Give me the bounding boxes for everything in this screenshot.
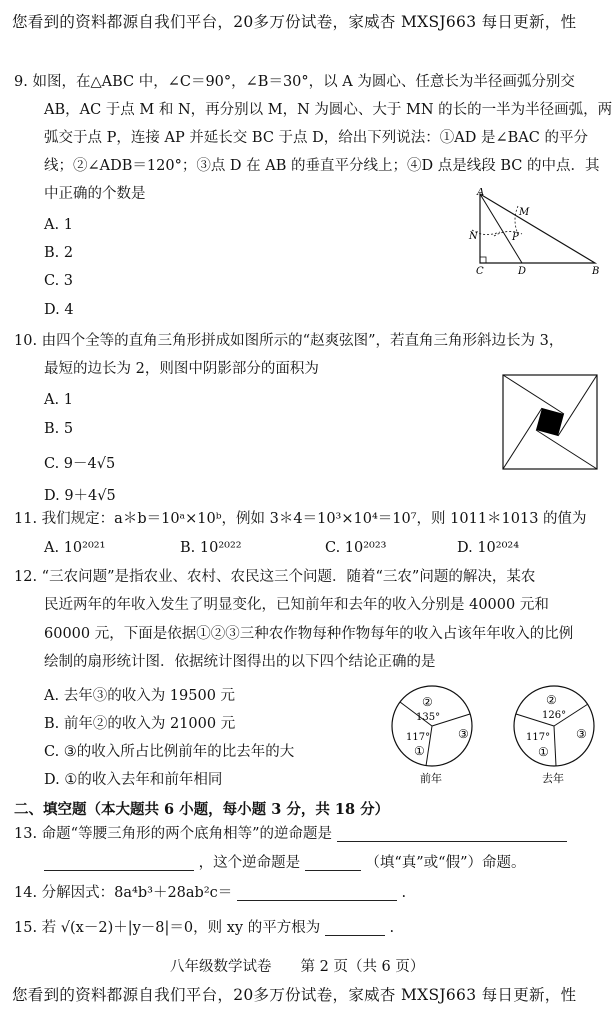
pie-chart-previous-year <box>386 680 486 784</box>
q9-line: 弧交于点 P，连接 AP 并延长交 BC 于点 D，给出下列说法：①AD 是∠BAC 的平分 <box>44 130 588 146</box>
q15-period: . <box>389 920 395 936</box>
section-2-header: 二、填空题（本大题共 6 小题，每小题 3 分，共 18 分） <box>14 801 390 818</box>
q14-period: . <box>401 885 407 901</box>
q12-option-d: D. ①的收入去年和前年相同 <box>44 772 223 788</box>
q14-blank <box>237 899 397 901</box>
top-banner: 您看到的资料都源自我们平台，20多万份试卷，家威杏 MXSJ663 每日更新，性 <box>12 13 577 31</box>
q10-option-d: D. 9＋4√5 <box>44 488 116 504</box>
q13-stem: 13. 命题“等腰三角形的两个底角相等”的逆命题是 <box>14 826 332 842</box>
page-footer: 八年级数学试卷 第 2 页（共 6 页） <box>170 959 425 975</box>
label-d: D <box>518 266 527 277</box>
q9-option-a: A. 1 <box>44 217 73 233</box>
q12-option-a: A. 去年③的收入为 19500 元 <box>44 688 236 704</box>
question-15 <box>14 921 394 936</box>
q10-option-c: C. 9－4√5 <box>44 456 116 472</box>
q15-blank <box>325 934 385 936</box>
q11-option-b: B. 10²⁰²² <box>180 540 242 556</box>
q13-mid: ，这个逆命题是 <box>198 855 301 871</box>
label-c: C <box>476 266 484 277</box>
pie-right-seg1: ① <box>538 745 549 759</box>
q12-line: 12. “三农问题”是指农业、农村、农民这三个问题．随着“三农”问题的解决，某农 <box>14 569 536 585</box>
bottom-banner: 您看到的资料都源自我们平台，20多万份试卷，家威杏 MXSJ663 每日更新，性 <box>12 986 577 1004</box>
pie-left-seg2: ② <box>422 695 433 709</box>
q14-stem: 14. 分解因式：8a⁴b³＋28ab²c＝ <box>14 885 233 901</box>
pie-right-seg3: ③ <box>576 727 587 741</box>
q11-option-d: D. 10²⁰²⁴ <box>457 540 520 556</box>
q9-option-b: B. 2 <box>44 245 74 261</box>
q13-blank-1 <box>337 840 567 842</box>
q11-option-c: C. 10²⁰²³ <box>325 540 387 556</box>
label-m: M <box>519 207 530 218</box>
q12-option-b: B. 前年②的收入为 21000 元 <box>44 716 236 732</box>
q9-option-c: C. 3 <box>44 273 74 289</box>
q9-line: 线；②∠ADB＝120°；③点 D 在 AB 的垂直平分线上；④D 点是线段 BC 的中点．其 <box>44 158 600 174</box>
q10-line: 10. 由四个全等的直角三角形拼成如图所示的“赵爽弦图”，若直角三角形斜边长为 3， <box>14 333 564 349</box>
pie-left-seg1: ① <box>414 744 425 758</box>
q13-line1 <box>14 827 567 842</box>
triangle-figure <box>460 188 605 278</box>
shaded-square <box>536 408 564 436</box>
q12-line: 60000 元，下面是依据①②③三种农作物每种作物每年的收入占该年年收入的比例 <box>44 626 574 642</box>
question-14 <box>14 886 406 901</box>
pie-left-angle1: 117° <box>406 732 431 743</box>
label-a: A <box>477 188 485 198</box>
pie-right-angle1: 117° <box>526 732 551 743</box>
label-p: P <box>512 232 519 243</box>
q9-line: 中正确的个数是 <box>44 186 146 202</box>
q12-option-c: C. ③的收入所占比例前年的比去年的大 <box>44 744 295 760</box>
q10-option-a: A. 1 <box>44 392 73 408</box>
q9-option-d: D. 4 <box>44 302 74 318</box>
pie-chart-last-year <box>508 680 608 784</box>
pie-right-seg2: ② <box>546 693 557 707</box>
q9-line: AB，AC 于点 M 和 N，再分别以 M，N 为圆心、大于 MN 的长的一半为半径画弧，两 <box>44 102 613 118</box>
pie-right-label: 去年 <box>542 772 564 784</box>
q11-option-a: A. 10²⁰²¹ <box>44 540 106 556</box>
q10-option-b: B. 5 <box>44 421 74 437</box>
q11-line: 11. 我们规定：a＊b＝10ᵃ×10ᵇ，例如 3＊4＝10³×10⁴＝10⁷，则 1011＊1013 的值为 <box>14 511 587 527</box>
q15-stem: 15. 若 √(x－2)＋|y－8|＝0，则 xy 的平方根为 <box>14 920 321 936</box>
q13-end: （填“真”或“假”）命题。 <box>365 855 526 871</box>
q13-blank-2 <box>44 869 194 871</box>
pie-left-angle2: 135° <box>416 712 441 723</box>
pie-right-angle2: 126° <box>542 710 567 721</box>
q13-blank-3 <box>305 869 361 871</box>
q12-line: 民近两年的年收入发生了明显变化，已知前年和去年的收入分别是 40000 元和 <box>44 597 549 613</box>
q9-line: 9. 如图，在△ABC 中，∠C＝90°，∠B＝30°，以 A 为圆心、任意长为半径画弧分别交 <box>14 74 575 90</box>
q10-line: 最短的边长为 2，则图中阴影部分的面积为 <box>44 361 319 377</box>
pie-left-seg3: ③ <box>458 727 469 741</box>
q12-line: 绘制的扇形统计图．依据统计图得出的以下四个结论正确的是 <box>44 654 436 670</box>
zhao-shuang-diagram <box>502 374 598 470</box>
q13-line2 <box>44 856 525 871</box>
label-b: B <box>592 266 600 277</box>
label-n: N <box>469 231 478 242</box>
pie-left-label: 前年 <box>420 772 442 784</box>
